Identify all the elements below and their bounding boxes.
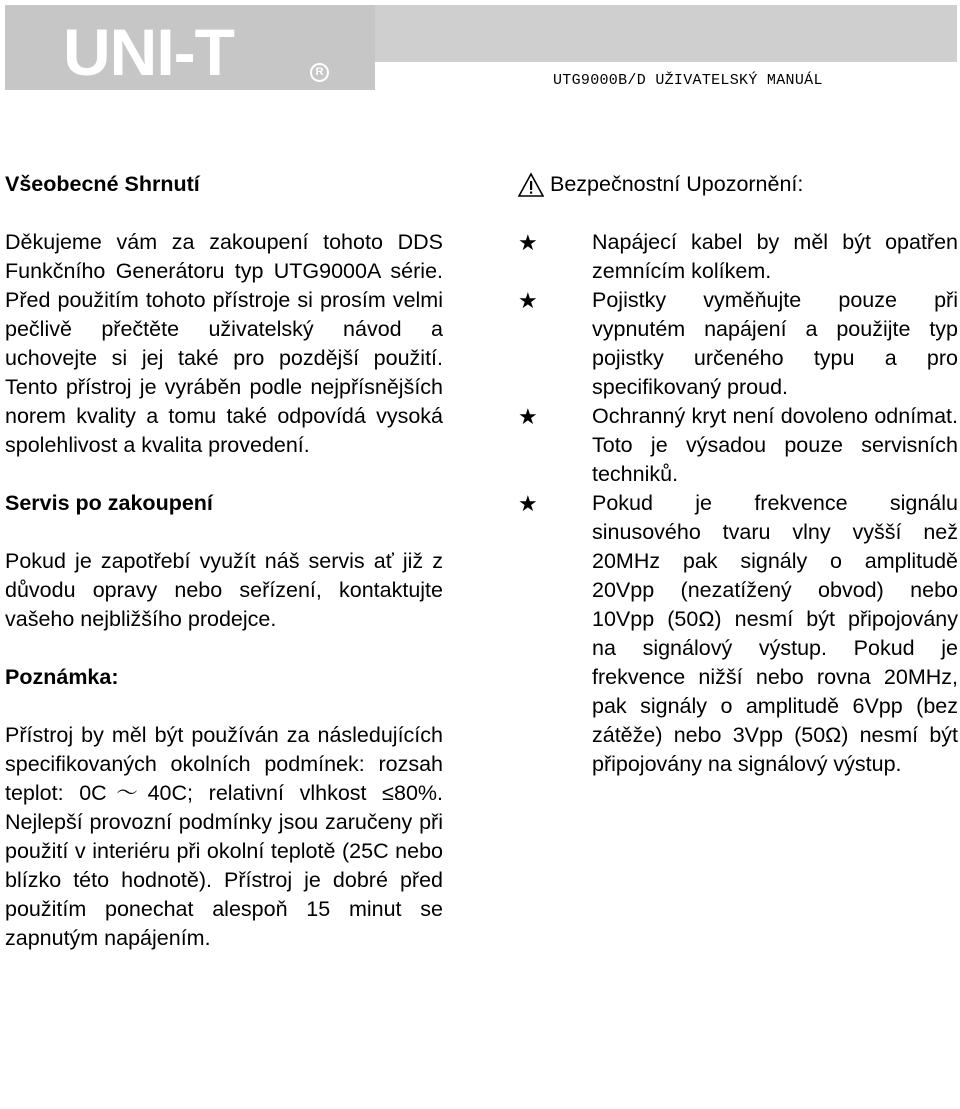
list-item-text: Ochranný kryt není dovoleno odnímat. Toto je výsadou pouze servisních techniků. (592, 404, 958, 486)
list-item (518, 402, 958, 489)
summary-heading: Všeobecné Shrnutí (5, 172, 200, 196)
star-icon: ★ (518, 491, 538, 516)
list-item-text: Napájecí kabel by měl být opatřen zemnícím kolíkem. (592, 230, 958, 283)
list-item (518, 489, 958, 779)
manual-title: UTG9000B/D UŽIVATELSKÝ MANUÁL (553, 72, 823, 89)
summary-text: Děkujeme vám za zakoupení tohoto DDS Funkčního Generátoru typ UTG9000A série. Před použitím tohoto přístroje si prosím velmi pečlivě přečtěte uživatelský návod a uchovejte si jej také pro pozdější použití. Tento přístroj je vyráběn podle nejpřísnějších norem kvality a tomu také odpovídá vysoká spolehlivost a kvalita provedení. (5, 230, 443, 457)
left-column (5, 170, 443, 953)
list-item-text: Pokud je frekvence signálu sinusového tvaru vlny vyšší než 20MHz pak signály o amplitudě 20Vpp (nezatížený obvod) nebo 10Vpp (50Ω) nesmí být připojovány na signálový výstup. Pokud je frekvence nižší nebo rovna 20MHz, pak signály o amplitudě 6Vpp (bez zátěže) nebo 3Vpp (50Ω) nesmí být připojovány na signálový výstup. (592, 491, 958, 776)
warning-heading-row (518, 170, 958, 199)
warning-heading: Bezpečnostní Upozornění: (550, 172, 804, 196)
service-text: Pokud je zapotřebí využít náš servis ať již z důvodu opravy nebo seřízení, kontaktujte vašeho nejbližšího prodejce. (5, 549, 443, 631)
list-item-text: Pojistky vyměňujte pouze při vypnutém napájení a použijte typ pojistky určeného typu a pro specifikovaný proud. (592, 288, 958, 399)
list-item (518, 286, 958, 402)
logo-text: UNI-T (63, 15, 234, 89)
right-column (518, 170, 958, 779)
list-item (518, 228, 958, 286)
star-icon: ★ (518, 288, 538, 313)
star-icon: ★ (518, 404, 538, 429)
safety-list (518, 228, 958, 779)
note-text: Přístroj by měl být používán za následujících specifikovaných okolních podmínek: rozsah teplot: 0C～40C; relativní vlhkost ≤80%. Nejlepší provozní podmínky jsou zaručeny při použití v interiéru při okolní teplotě (25C nebo blízko této hodnotě). Přístroj je dobré před použitím ponechat alespoň 15 minut se zapnutým napájením. (5, 723, 443, 950)
warning-triangle-icon (518, 172, 544, 198)
brand-logo (5, 5, 375, 90)
registered-mark: R (310, 63, 329, 82)
star-icon: ★ (518, 230, 538, 255)
note-heading: Poznámka: (5, 665, 119, 689)
service-heading: Servis po zakoupení (5, 491, 213, 515)
